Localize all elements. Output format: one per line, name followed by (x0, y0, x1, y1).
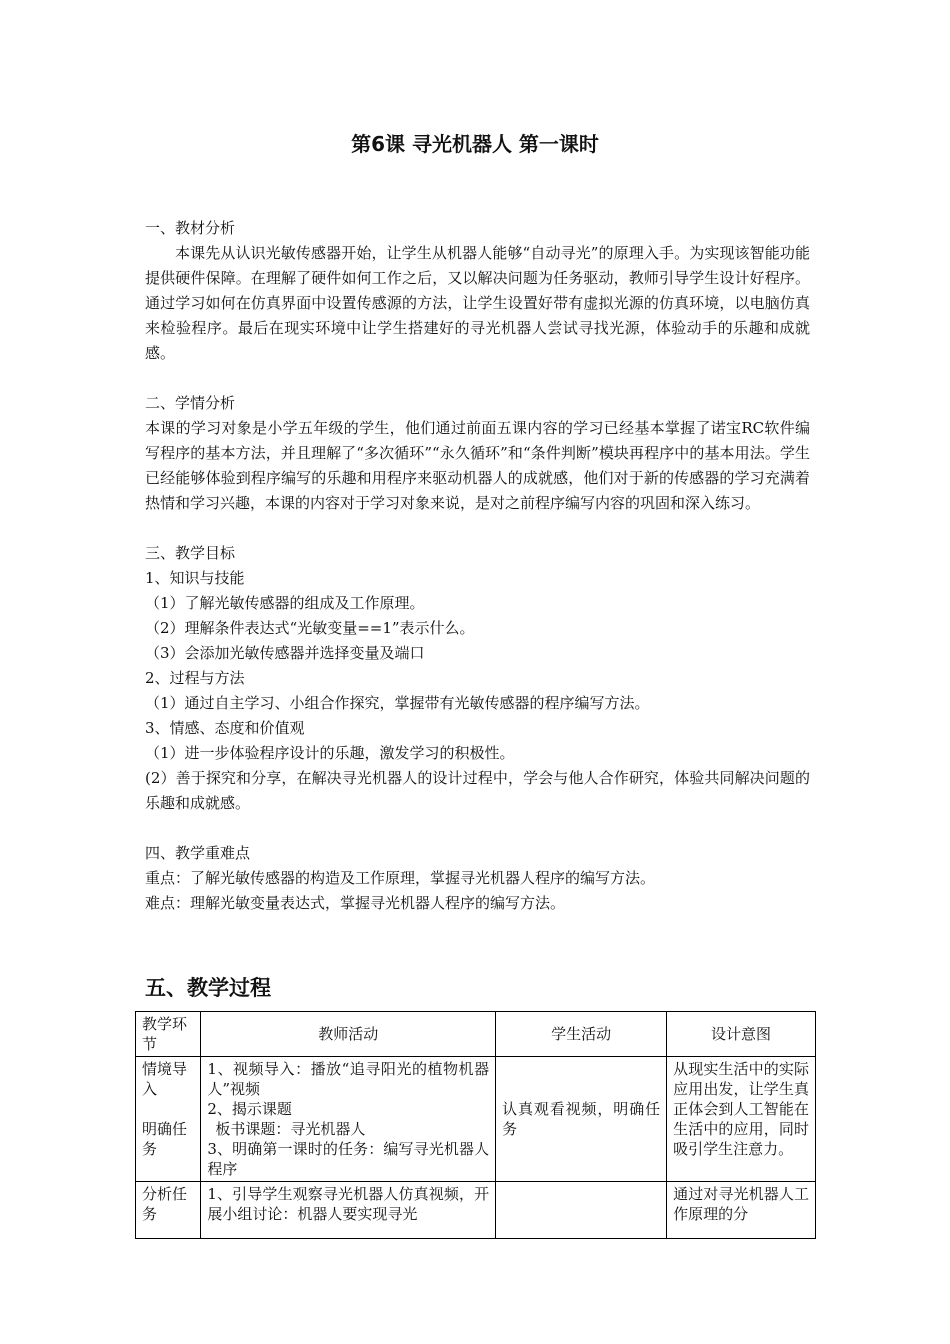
section-heading-goals: 三、教学目标 (145, 544, 236, 562)
design-intent-cell: 通过对寻光机器人工作原理的分 (667, 1182, 816, 1239)
student-activity-cell: 认真观看视频，明确任务 (496, 1057, 667, 1182)
stage-label: 情境导入 (142, 1060, 188, 1098)
key-point: 重点：了解光敏传感器的构造及工作原理，掌握寻光机器人程序的编写方法。 (145, 869, 656, 887)
stage-cell (136, 1057, 201, 1182)
teacher-step: 2、揭示课题 (207, 1100, 292, 1118)
column-header-stage: 教学环节 (136, 1012, 201, 1057)
section-heading-keypoints: 四、教学重难点 (145, 844, 251, 862)
teacher-activity-cell: 1、引导学生观察寻光机器人仿真视频，开展小组讨论：机器人要实现寻光 (201, 1182, 496, 1239)
section-heading-learners: 二、学情分析 (145, 394, 236, 412)
material-analysis-paragraph: 本课先从认识光敏传感器开始，让学生从机器人能够“自动寻光”的原理入手。为实现该智能功能提供硬件保障。在理解了硬件如何工作之后，又以解决问题为任务驱动，教师引导学生设计好程序。通过学习如何在仿真界面中设置传感源的方法，让学生设置好带有虚拟光源的仿真环境，以电脑仿真来检验程序。最后在现实环境中让学生搭建好的寻光机器人尝试寻找光源，体验动手的乐趣和成就感。 (145, 244, 810, 362)
column-header-student: 学生活动 (496, 1012, 667, 1057)
stage-cell: 分析任务 (136, 1182, 201, 1239)
column-header-intent: 设计意图 (667, 1012, 816, 1057)
column-header-teacher: 教师活动 (201, 1012, 496, 1057)
page-title: 第6课 寻光机器人 第一课时 (351, 132, 599, 156)
stage-label: 明确任务 (142, 1120, 188, 1158)
learner-analysis-paragraph: 本课的学习对象是小学五年级的学生，他们通过前面五课内容的学习已经基本掌握了诺宝RC软件编写程序的基本方法，并且理解了“多次循环”“永久循环”和“条件判断”模块再程序中的基本用法。学生已经能够体验到程序编写的乐趣和用程序来驱动机器人的成就感，他们对于新的传感器的学习充满着热情和学习兴趣，本课的内容对于学习对象来说，是对之前程序编写内容的巩固和深入练习。 (145, 419, 810, 512)
goal-item: （1）通过自主学习、小组合作探究，掌握带有光敏传感器的程序编写方法。 (145, 694, 650, 712)
goal-item: （2）理解条件表达式“光敏变量==1”表示什么。 (145, 619, 475, 637)
goal-item: （1）进一步体验程序设计的乐趣，激发学习的积极性。 (145, 744, 515, 762)
document-body (145, 216, 810, 916)
goal-item: （3）会添加光敏传感器并选择变量及端口 (145, 644, 425, 662)
goal-item: （1）了解光敏传感器的组成及工作原理。 (145, 594, 425, 612)
teaching-process-table (135, 1011, 816, 1239)
section-heading-material: 一、教材分析 (145, 219, 236, 237)
teacher-step: 3、明确第一课时的任务：编写寻光机器人程序 (207, 1140, 490, 1178)
section-heading-process: 五、教学过程 (145, 976, 271, 1000)
table-row (136, 1057, 816, 1182)
student-activity-cell (496, 1182, 667, 1239)
table-row (136, 1182, 816, 1239)
table-header-row (136, 1012, 816, 1057)
difficult-point: 难点：理解光敏变量表达式，掌握寻光机器人程序的编写方法。 (145, 894, 566, 912)
teacher-step: 板书课题：寻光机器人 (215, 1120, 366, 1138)
teacher-activity-cell (201, 1057, 496, 1182)
teacher-step: 1、视频导入：播放“追寻阳光的植物机器人”视频 (207, 1060, 490, 1098)
design-intent-cell: 从现实生活中的实际应用出发，让学生真正体会到人工智能在生活中的应用，同时吸引学生注意力。 (667, 1057, 816, 1182)
goal-process-heading: 2、过程与方法 (145, 669, 245, 687)
goal-knowledge-heading: 1、知识与技能 (145, 569, 245, 587)
goal-item: (2）善于探究和分享，在解决寻光机器人的设计过程中，学会与他人合作研究，体验共同解决问题的乐趣和成就感。 (145, 769, 810, 812)
goal-emotion-heading: 3、情感、态度和价值观 (145, 719, 305, 737)
